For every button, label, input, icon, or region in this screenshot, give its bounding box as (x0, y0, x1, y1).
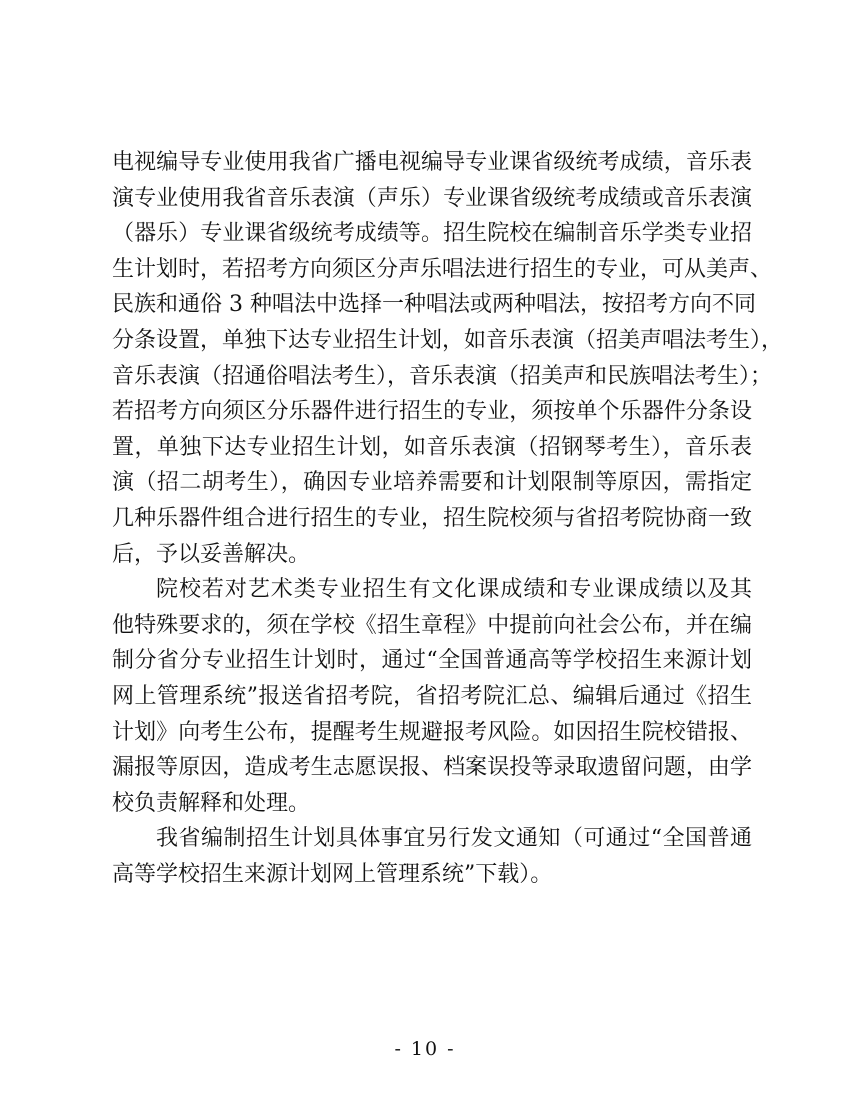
text-line: 分条设置，单独下达专业招生计划，如音乐表演（招美声唱法考生）， (112, 327, 784, 353)
text-line: 制分省分专业招生计划时，通过“全国普通高等学校招生来源计划 (112, 648, 752, 674)
text-line: 计划》向考生公布，提醒考生规避报考风险。如因招生院校错报、 (112, 719, 752, 745)
text-line: 后，予以妥善解决。 (112, 541, 311, 567)
text-line: 演（招二胡考生），确因专业培养需要和计划限制等原因，需指定 (112, 470, 752, 496)
text-line: 若招考方向须区分乐器件进行招生的专业，须按单个乐器件分条设 (112, 399, 752, 425)
document-body (112, 145, 784, 892)
text-line: 校负责解释和处理。 (112, 790, 311, 816)
text-line: 音乐表演（招通俗唱法考生），音乐表演（招美声和民族唱法考生）； (112, 363, 773, 389)
paragraph-2 (112, 572, 752, 821)
text-line: （器乐）专业课省级统考成绩等。招生院校在编制音乐学类专业招 (112, 221, 752, 247)
text-line: 院校若对艺术类专业招生有文化课成绩和专业课成绩以及其 (156, 577, 752, 603)
paragraph-1 (112, 145, 784, 572)
text-line: 置，单独下达专业招生计划，如音乐表演（招钢琴考生），音乐表 (112, 434, 752, 460)
text-line: 生计划时，若招考方向须区分声乐唱法进行招生的专业，可从美声、 (112, 256, 773, 282)
text-line: 电视编导专业使用我省广播电视编导专业课省级统考成绩，音乐表 (112, 150, 752, 175)
paragraph-3 (112, 821, 752, 892)
text-line: 我省编制招生计划具体事宜另行发文通知（可通过“全国普通 (156, 826, 752, 852)
text-line: 漏报等原因，造成考生志愿误报、档案误投等录取遗留问题，由学 (112, 755, 752, 781)
page-number: - 10 - (394, 1038, 456, 1060)
text-line: 网上管理系统”报送省招考院，省招考院汇总、编辑后通过《招生 (112, 683, 752, 709)
text-line: 他特殊要求的，须在学校《招生章程》中提前向社会公布，并在编 (112, 612, 752, 638)
text-line: 高等学校招生来源计划网上管理系统”下载）。 (112, 861, 553, 887)
text-line: 民族和通俗 3 种唱法中选择一种唱法或两种唱法，按招考方向不同 (112, 292, 756, 318)
text-line: 演专业使用我省音乐表演（声乐）专业课省级统考成绩或音乐表演 (112, 185, 752, 211)
text-line: 几种乐器件组合进行招生的专业，招生院校须与省招考院协商一致 (112, 505, 752, 531)
